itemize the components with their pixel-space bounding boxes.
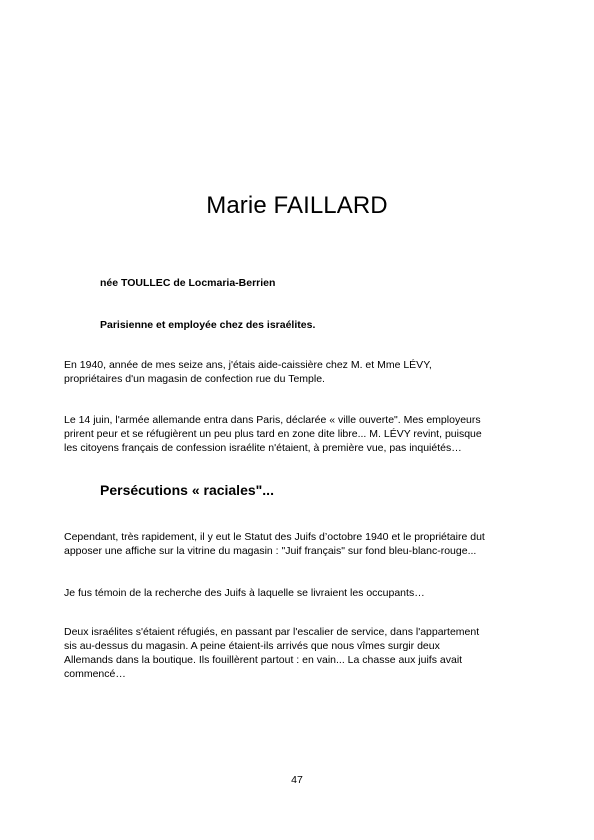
paragraph-5 (64, 625, 544, 681)
paragraph-3-line: Cependant, très rapidement, il y eut le Statut des Juifs d’octobre 1940 et le propriétaire dut (64, 531, 485, 543)
page-number: 47 (291, 774, 303, 786)
page-title: Marie FAILLARD (206, 192, 388, 219)
paragraph-1-line: En 1940, année de mes seize ans, j'étais aide-caissière chez M. et Mme LÉVY, (64, 359, 432, 371)
paragraph-1-line: propriétaires d'un magasin de confection rue du Temple. (64, 373, 325, 385)
paragraph-2-line: prirent peur et se réfugièrent un peu plus tard en zone dite libre... M. LÉVY revint, puisque (64, 428, 482, 440)
paragraph-5-line: sis au-dessus du magasin. A peine étaient-ils arrivés que nous vîmes surgir deux (64, 640, 440, 652)
paragraph-5-line: commencé… (64, 668, 126, 680)
occupation-subheading: Parisienne et employée chez des israélites. (100, 319, 316, 331)
paragraph-3-line: apposer une affiche sur la vitrine du magasin : "Juif français" sur fond bleu-blanc-rouge... (64, 545, 477, 557)
birth-name-subheading: née TOULLEC de Locmaria-Berrien (100, 277, 276, 289)
paragraph-2-line: les citoyens français de confession israélite n'étaient, à première vue, pas inquiétés… (64, 442, 462, 454)
paragraph-1 (64, 358, 544, 386)
paragraph-5-line: Deux israélites s'étaient réfugiés, en passant par l'escalier de service, dans l'appartement (64, 626, 480, 638)
paragraph-4 (64, 586, 544, 600)
paragraph-5-line: Allemands dans la boutique. Ils fouillèrent partout : en vain... La chasse aux juifs avait (64, 654, 463, 666)
paragraph-4-line: Je fus témoin de la recherche des Juifs à laquelle se livraient les occupants… (64, 587, 425, 599)
paragraph-3 (64, 530, 544, 558)
paragraph-2 (64, 413, 544, 455)
paragraph-2-line: Le 14 juin, l'armée allemande entra dans Paris, déclarée « ville ouverte". Mes employeurs (64, 414, 481, 426)
section-heading: Persécutions « raciales"... (100, 482, 274, 498)
